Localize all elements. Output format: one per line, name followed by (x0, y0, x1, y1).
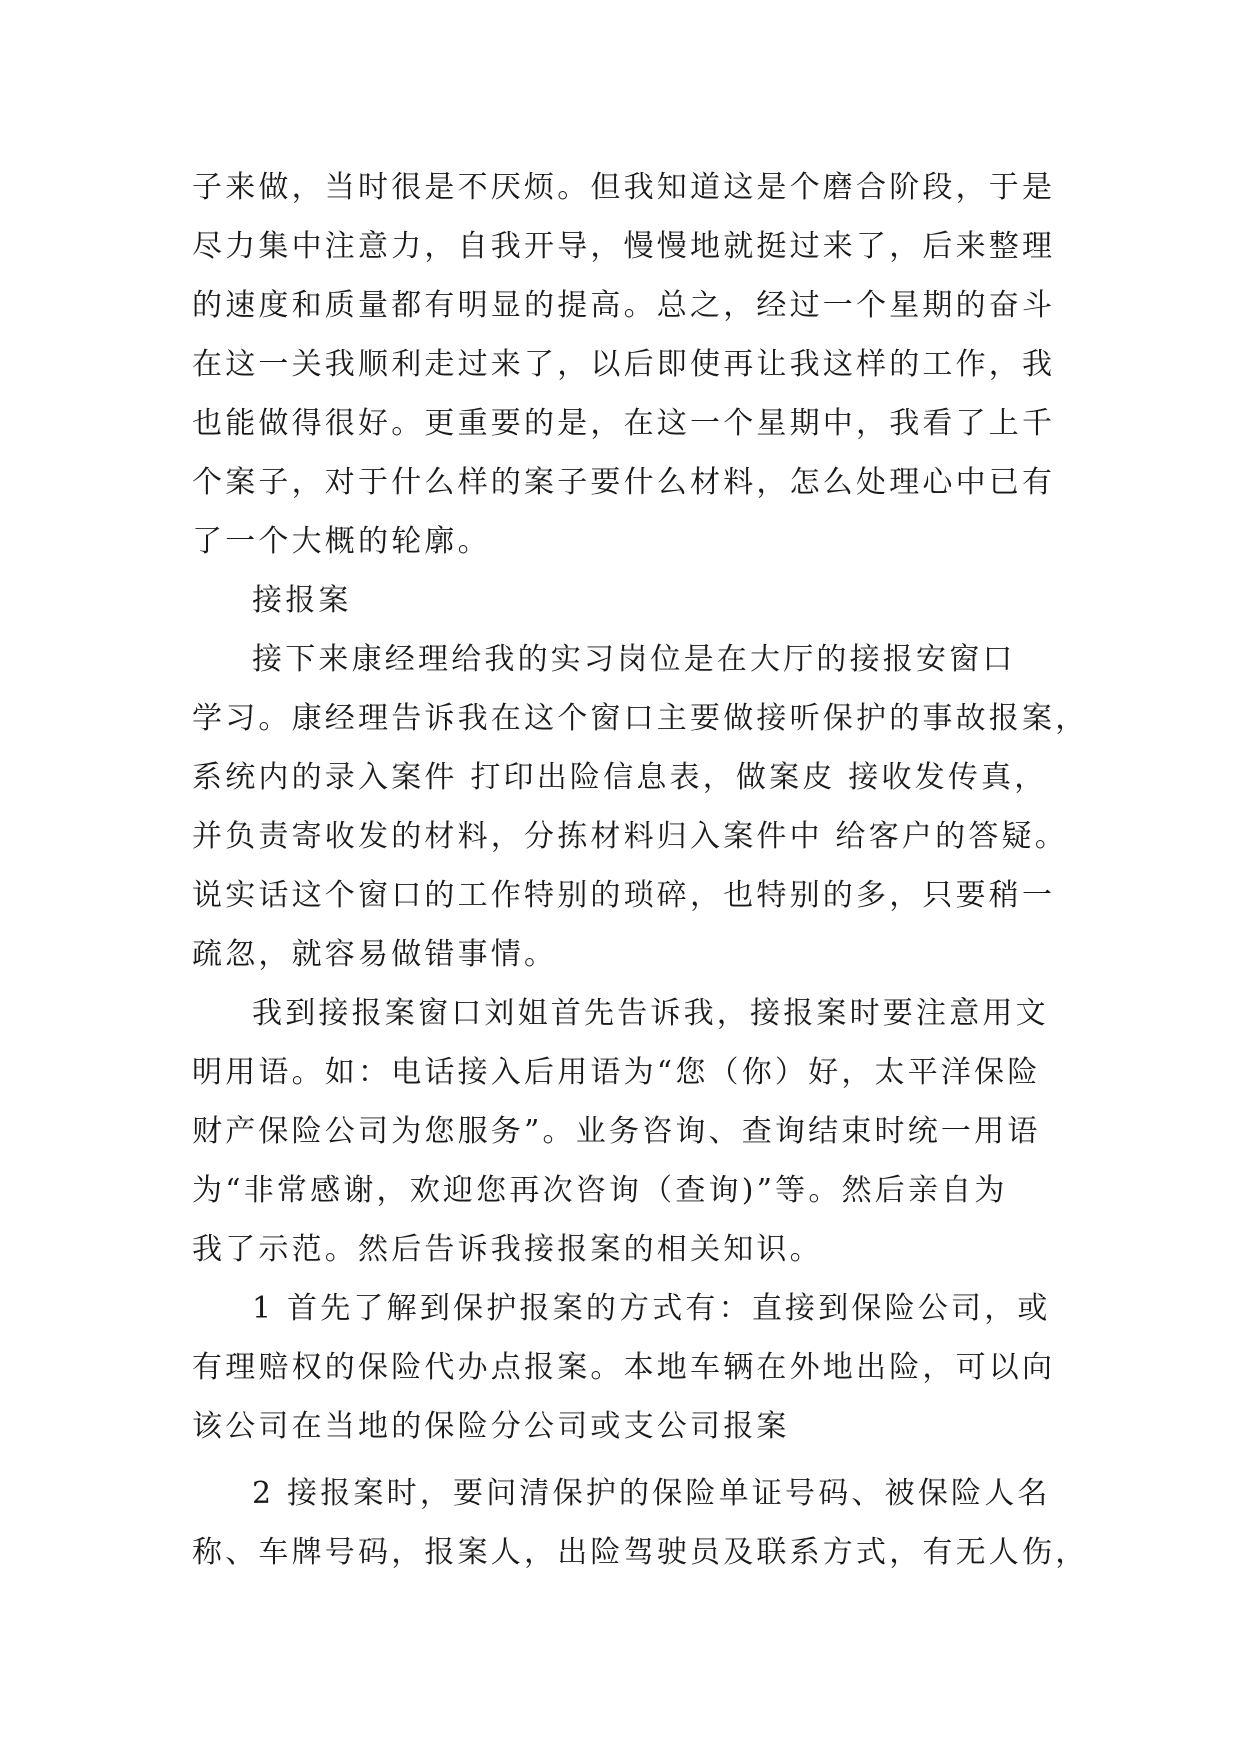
section-heading: 接报案 (252, 583, 352, 618)
text-line: 疏忽，就容易做错事情。 (192, 937, 558, 972)
text-line: 说实话这个窗口的工作特别的琐碎，也特别的多，只要稍一 (192, 878, 1056, 913)
text-line: 个案子，对于什么样的案子要什么材料，怎么处理心中已有 (192, 465, 1056, 500)
text-line: 称、车牌号码，报案人，出险驾驶员及联系方式，有无人伤， (192, 1535, 1089, 1570)
list-item-first-line: 2 接报案时，要问清保护的保险单证号码、被保险人名 (252, 1476, 1051, 1511)
body-text (192, 158, 1089, 1582)
text-line: 并负责寄收发的材料，分拣材料归入案件中 给客户的答疑。 (192, 819, 1068, 854)
text-line: 了一个大概的轮廓。 (192, 524, 491, 559)
text-line: 该公司在当地的保险分公司或支公司报案 (192, 1409, 790, 1444)
text-line: 为“非常感谢，欢迎您再次咨询（查询)”等。然后亲自为 (192, 1173, 1008, 1208)
paragraph-first-line: 接下来康经理给我的实习岗位是在大厅的接报安窗口 (252, 642, 1016, 677)
text-line: 尽力集中注意力，自我开导，慢慢地就挺过来了，后来整理 (192, 229, 1056, 264)
text-line: 子来做，当时很是不厌烦。但我知道这是个磨合阶段，于是 (192, 170, 1056, 205)
text-line: 在这一关我顺利走过来了，以后即使再让我这样的工作，我 (192, 347, 1056, 382)
text-line: 系统内的录入案件 打印出险信息表，做案皮 接收发传真， (192, 760, 1048, 795)
list-item-first-line: 1 首先了解到保护报案的方式有：直接到保险公司，或 (252, 1291, 1051, 1326)
text-line: 有理赔权的保险代办点报案。本地车辆在外地出险，可以向 (192, 1350, 1056, 1385)
paragraph-first-line: 我到接报案窗口刘姐首先告诉我，接报案时要注意用文 (252, 996, 1049, 1031)
text-line: 明用语。如：电话接入后用语为“您（你）好，太平洋保险 (192, 1055, 1041, 1090)
text-line: 我了示范。然后告诉我接报案的相关知识。 (192, 1232, 823, 1267)
text-line: 学习。康经理告诉我在这个窗口主要做接听保护的事故报案， (192, 701, 1089, 736)
text-line: 也能做得很好。更重要的是，在这一个星期中，我看了上千 (192, 406, 1056, 441)
text-line: 财产保险公司为您服务”。业务咨询、查询结束时统一用语 (192, 1114, 1041, 1149)
text-line: 的速度和质量都有明显的提高。总之，经过一个星期的奋斗 (192, 288, 1056, 323)
